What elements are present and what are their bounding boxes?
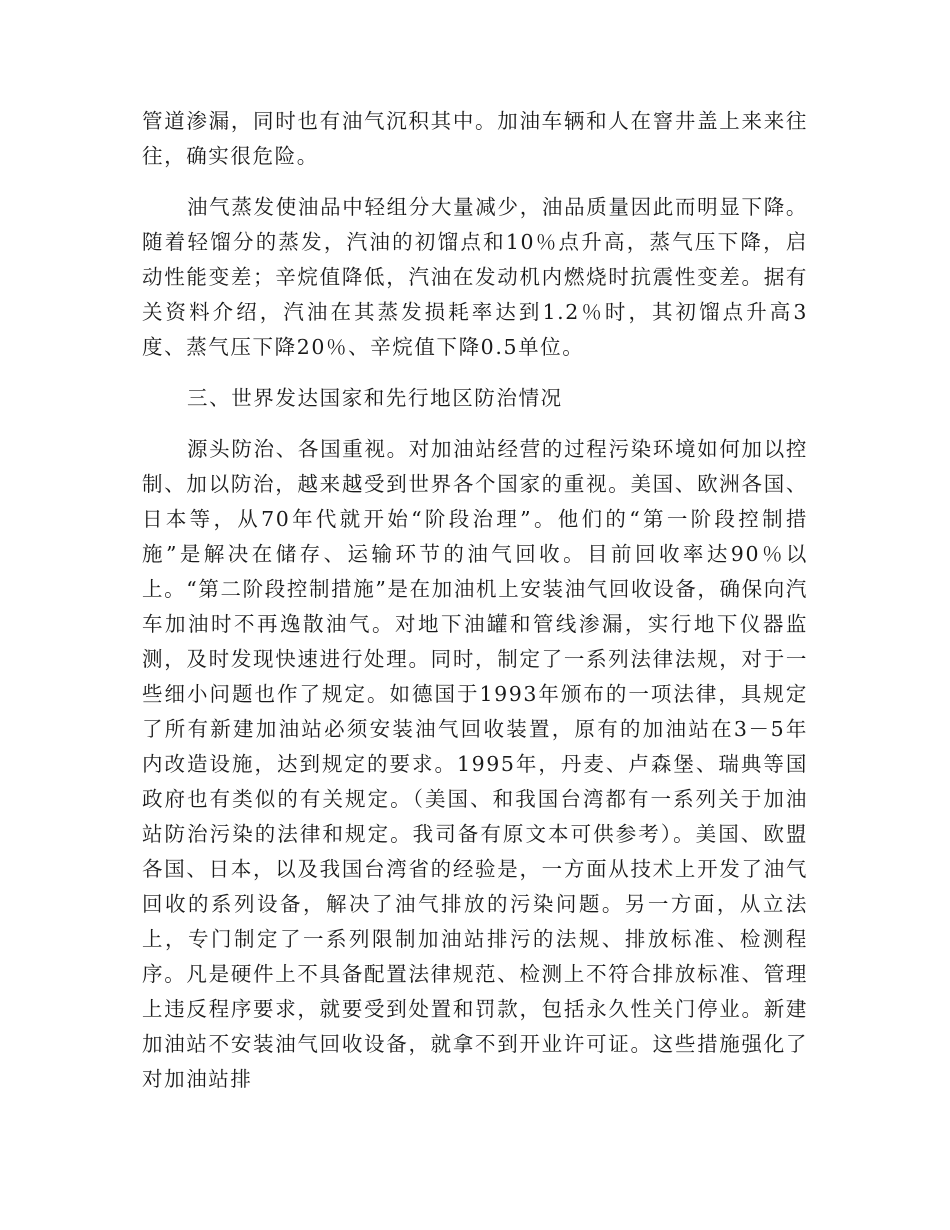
paragraph-vapor-quality: 油气蒸发使油品中轻组分大量减少，油品质量因此而明显下降。随着轻馏分的蒸发，汽油的初馏点和10％点升高，蒸气压下降，启动性能变差；辛烷值降低，汽油在发动机内燃烧时抗震性变差。据有关资料介绍，汽油在其蒸发损耗率达到1.2％时，其初馏点升高3度、蒸气压下降20％、辛烷值下降0.5单位。 xyxy=(142,195,808,359)
document-page xyxy=(142,104,808,1097)
paragraph-continuation: 管道渗漏，同时也有油气沉积其中。加油车辆和人在窨井盖上来来往往，确实很危险。 xyxy=(142,109,808,168)
section-heading: 三、世界发达国家和先行地区防治情况 xyxy=(187,386,563,410)
paragraph-prevention: 源头防治、各国重视。对加油站经营的过程污染环境如何加以控制、加以防治，越来越受到世界各个国家的重视。美国、欧洲各国、日本等，从70年代就开始“阶段治理”。他们的“第一阶段控制措施”是解决在储存、运输环节的油气回收。目前回收率达90％以上。“第二阶段控制措施”是在加油机上安装油气回收设备，确保向汽车加油时不再逸散油气。对地下油罐和管线渗漏，实行地下仪器监测，及时发现快速进行处理。同时，制定了一系列法律法规，对于一些细小问题也作了规定。如德国于1993年颁布的一项法律，具规定了所有新建加油站必须安装油气回收装置，原有的加油站在3－5年内改造设施，达到规定的要求。1995年，丹麦、卢森堡、瑞典等国政府也有类似的有关规定。（美国、和我国台湾都有一系列关于加油站防治污染的法律和规定。我司备有原文本可供参考）。美国、欧盟各国、日本，以及我国台湾省的经验是，一方面从技术上开发了油气回收的系列设备，解决了油气排放的污染问题。另一方面，从立法上，专门制定了一系列限制加油站排污的法规、排放标准、检测程序。凡是硬件上不具备配置法律规范、检测上不符合排放标准、管理上违反程序要求，就要受到处置和罚款，包括永久性关门停业。新建加油站不安装油气回收设备，就拿不到开业许可证。这些措施强化了对加油站排 xyxy=(142,437,808,1091)
paragraph-gap xyxy=(142,416,808,432)
paragraph-gap xyxy=(142,365,808,381)
paragraph-gap xyxy=(142,174,808,190)
